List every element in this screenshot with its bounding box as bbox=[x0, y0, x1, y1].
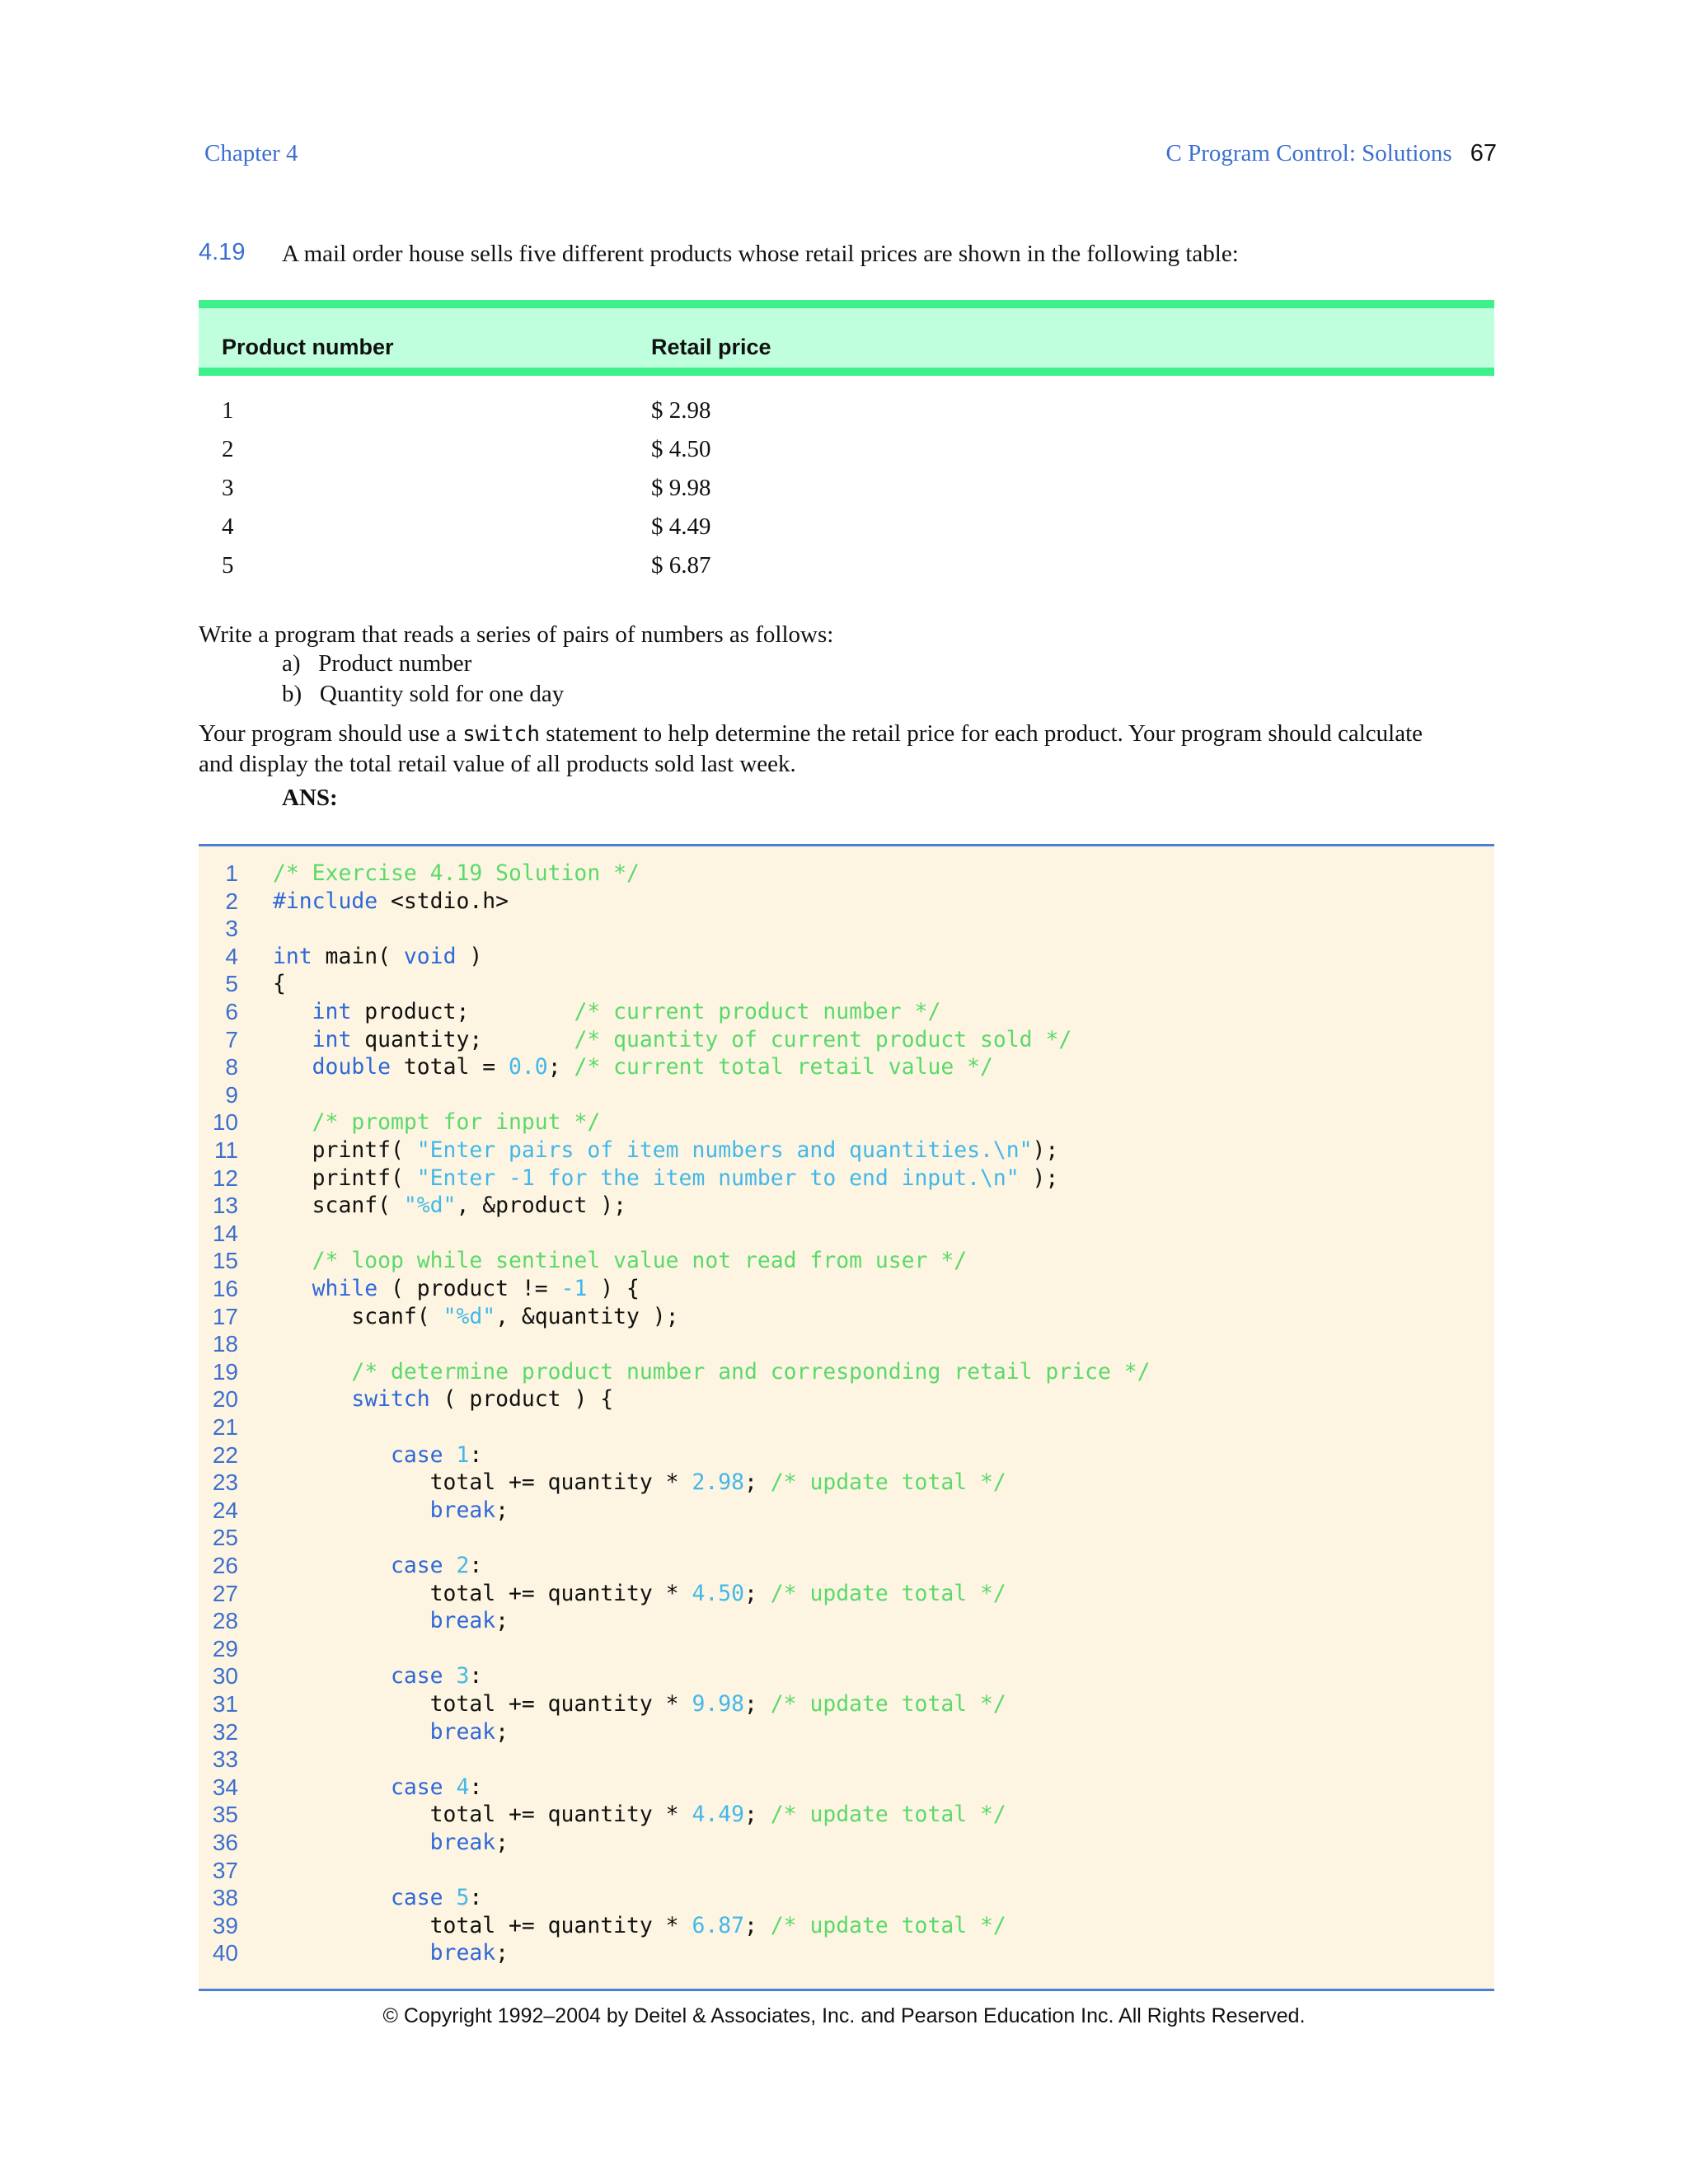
code-token bbox=[273, 1719, 430, 1745]
code-token: 4.49 bbox=[692, 1802, 744, 1828]
code-line bbox=[199, 1441, 1494, 1469]
code-token: while bbox=[312, 1276, 378, 1301]
code-line bbox=[199, 1884, 1494, 1912]
code-line bbox=[199, 1939, 1494, 1967]
code-line bbox=[199, 1829, 1494, 1857]
code-line bbox=[199, 1137, 1494, 1165]
code-token: /* quantity of current product sold */ bbox=[574, 1026, 1072, 1052]
code-token: 3 bbox=[456, 1663, 470, 1690]
code-token: printf( bbox=[273, 1165, 417, 1191]
code-text bbox=[273, 860, 640, 888]
code-line bbox=[199, 915, 1494, 943]
code-token bbox=[273, 1442, 391, 1468]
code-text bbox=[273, 1358, 1151, 1386]
code-text bbox=[273, 1165, 1058, 1193]
code-text bbox=[273, 1718, 509, 1746]
code-token bbox=[273, 1774, 391, 1800]
exercise-number: 4.19 bbox=[199, 239, 246, 265]
table-row bbox=[199, 436, 1494, 475]
page-number: 67 bbox=[1470, 140, 1497, 166]
cell-product: 1 bbox=[222, 397, 234, 424]
code-token bbox=[443, 1442, 457, 1468]
code-line bbox=[199, 1912, 1494, 1940]
code-token: /* prompt for input */ bbox=[312, 1109, 601, 1136]
code-token: ; bbox=[744, 1912, 771, 1938]
code-line bbox=[199, 1081, 1494, 1109]
code-token: int bbox=[312, 999, 352, 1024]
line-number: 8 bbox=[225, 1054, 238, 1080]
code-text bbox=[273, 1192, 626, 1220]
code-token: ; bbox=[744, 1802, 771, 1828]
code-token: scanf( bbox=[273, 1303, 443, 1329]
code-token bbox=[273, 1885, 391, 1910]
line-number: 35 bbox=[212, 1802, 238, 1828]
code-token: "%d" bbox=[403, 1193, 457, 1219]
code-token: /* loop while sentinel value not read from user */ bbox=[312, 1248, 968, 1274]
line-number: 10 bbox=[212, 1109, 238, 1136]
line-number: 20 bbox=[212, 1386, 238, 1413]
code-token: -1 bbox=[560, 1276, 588, 1301]
line-number: 38 bbox=[212, 1885, 238, 1911]
code-line bbox=[199, 1026, 1494, 1054]
code-token: 2 bbox=[456, 1553, 470, 1578]
code-line bbox=[199, 1801, 1494, 1829]
cell-product: 2 bbox=[222, 436, 234, 462]
code-token bbox=[273, 1386, 351, 1412]
line-number: 15 bbox=[212, 1248, 238, 1274]
code-token: : bbox=[469, 1553, 483, 1578]
line-number: 30 bbox=[212, 1663, 238, 1690]
chapter-label: Chapter 4 bbox=[204, 140, 298, 166]
line-number: 14 bbox=[212, 1220, 238, 1246]
code-text bbox=[273, 1607, 509, 1635]
code-token: 0.0 bbox=[509, 1054, 548, 1080]
code-token: /* update total */ bbox=[770, 1802, 1006, 1828]
code-line bbox=[199, 1413, 1494, 1441]
code-text bbox=[273, 1690, 1006, 1718]
header-product-number: Product number bbox=[222, 335, 394, 359]
code-token: ; bbox=[495, 1608, 509, 1634]
code-token: /* current product number */ bbox=[574, 999, 941, 1024]
code-token bbox=[443, 1885, 457, 1910]
cell-product: 4 bbox=[222, 513, 234, 540]
code-token: break bbox=[429, 1830, 496, 1855]
line-number: 26 bbox=[212, 1553, 238, 1578]
line-number: 19 bbox=[212, 1358, 238, 1385]
code-line bbox=[199, 1108, 1494, 1137]
code-token: total += quantity * bbox=[273, 1580, 692, 1606]
code-token: /* Exercise 4.19 Solution */ bbox=[273, 860, 640, 886]
code-token: : bbox=[469, 1663, 483, 1690]
code-token bbox=[273, 1248, 312, 1273]
code-token bbox=[273, 1608, 430, 1633]
code-text bbox=[273, 970, 286, 998]
list-item-a: a) Product number bbox=[282, 650, 472, 677]
code-token: /* determine product number and corresponding retail price */ bbox=[351, 1358, 1151, 1385]
code-token: break bbox=[429, 1497, 496, 1523]
ans-label: ANS: bbox=[282, 785, 338, 811]
code-line bbox=[199, 943, 1494, 971]
code-line bbox=[199, 1192, 1494, 1220]
code-line bbox=[199, 1303, 1494, 1331]
code-token: ( product != bbox=[377, 1276, 561, 1301]
price-table bbox=[199, 300, 1494, 591]
line-number: 21 bbox=[212, 1414, 238, 1440]
code-token: , &product ); bbox=[456, 1193, 627, 1219]
code-token bbox=[273, 1359, 351, 1385]
code-token bbox=[273, 999, 312, 1024]
table-row bbox=[199, 513, 1494, 552]
code-line bbox=[199, 1580, 1494, 1608]
line-number: 40 bbox=[212, 1940, 238, 1966]
line-number: 3 bbox=[225, 916, 238, 942]
line-number: 9 bbox=[225, 1081, 238, 1108]
code-line bbox=[199, 1165, 1494, 1193]
code-token: 9.98 bbox=[692, 1691, 744, 1717]
code-line bbox=[199, 1524, 1494, 1552]
table-row bbox=[199, 475, 1494, 513]
code-token: ); bbox=[1019, 1165, 1059, 1191]
code-token: int bbox=[312, 1026, 352, 1052]
cell-product: 5 bbox=[222, 552, 234, 579]
code-line bbox=[199, 1690, 1494, 1718]
code-text bbox=[273, 998, 940, 1026]
code-token: total += quantity * bbox=[273, 1802, 692, 1828]
code-token bbox=[273, 1497, 430, 1523]
code-token bbox=[273, 1054, 312, 1080]
line-number: 17 bbox=[212, 1303, 238, 1329]
line-number: 34 bbox=[212, 1774, 238, 1800]
code-token bbox=[443, 1553, 457, 1578]
code-token: total += quantity * bbox=[273, 1469, 692, 1496]
code-token bbox=[273, 1276, 312, 1301]
code-line bbox=[199, 1857, 1494, 1885]
code-token: void bbox=[403, 943, 457, 969]
code-text bbox=[273, 1385, 613, 1413]
code-text bbox=[273, 1801, 1006, 1829]
code-token: 5 bbox=[456, 1885, 470, 1911]
code-line bbox=[199, 1385, 1494, 1413]
code-token: break bbox=[429, 1718, 496, 1745]
code-text bbox=[273, 1053, 993, 1081]
code-token: scanf( bbox=[273, 1193, 404, 1219]
code-text bbox=[273, 1303, 679, 1331]
code-token: 2.98 bbox=[692, 1469, 744, 1496]
line-number: 7 bbox=[225, 1026, 238, 1052]
cell-price: $ 6.87 bbox=[651, 552, 711, 579]
code-line bbox=[199, 1607, 1494, 1635]
code-token bbox=[273, 1027, 312, 1052]
code-token: : bbox=[469, 1774, 483, 1800]
code-token: ; bbox=[495, 1830, 509, 1855]
code-text bbox=[273, 888, 509, 916]
code-token: 6.87 bbox=[692, 1912, 744, 1938]
line-number: 1 bbox=[225, 860, 238, 886]
code-text bbox=[273, 1662, 482, 1690]
code-token: #include bbox=[273, 888, 378, 914]
code-token: : bbox=[469, 1441, 483, 1468]
line-number: 2 bbox=[225, 888, 238, 914]
switch-keyword: switch bbox=[462, 722, 540, 747]
code-line bbox=[199, 1718, 1494, 1746]
code-line bbox=[199, 1635, 1494, 1663]
code-token: main( bbox=[312, 943, 404, 969]
code-text bbox=[273, 1497, 509, 1525]
code-line bbox=[199, 1469, 1494, 1497]
code-line bbox=[199, 888, 1494, 916]
cell-price: $ 9.98 bbox=[651, 475, 711, 501]
line-number: 28 bbox=[212, 1608, 238, 1634]
instructions-text-2: statement to help determine the retail price for each product. Your program should calculate bbox=[546, 720, 1423, 747]
code-token: ); bbox=[1032, 1137, 1059, 1163]
code-token: double bbox=[312, 1054, 392, 1080]
code-listing bbox=[199, 844, 1494, 1991]
code-token: total = bbox=[391, 1054, 509, 1080]
code-token bbox=[273, 1109, 312, 1135]
code-token bbox=[273, 1940, 430, 1966]
pairs-intro: Write a program that reads a series of pairs of numbers as follows: bbox=[199, 621, 834, 648]
code-token: total += quantity * bbox=[273, 1691, 692, 1717]
code-text bbox=[273, 1884, 482, 1912]
code-token: total += quantity * bbox=[273, 1912, 692, 1938]
code-text bbox=[273, 943, 482, 971]
line-number: 33 bbox=[212, 1746, 238, 1773]
code-token: , &quantity ); bbox=[495, 1303, 679, 1329]
code-token: break bbox=[429, 1940, 496, 1966]
code-text bbox=[273, 1939, 509, 1967]
cell-price: $ 4.50 bbox=[651, 436, 711, 462]
cell-price: $ 2.98 bbox=[651, 397, 711, 424]
line-number: 16 bbox=[212, 1276, 238, 1301]
code-text bbox=[273, 1275, 640, 1303]
code-text bbox=[273, 1552, 482, 1580]
instructions-text-1: Your program should use a bbox=[199, 720, 457, 747]
code-line bbox=[199, 970, 1494, 998]
code-token: 4.50 bbox=[692, 1580, 744, 1606]
code-token: ; bbox=[744, 1580, 771, 1606]
code-token: "Enter pairs of item numbers and quantities.\n" bbox=[416, 1137, 1033, 1163]
line-number: 12 bbox=[212, 1165, 238, 1191]
code-line bbox=[199, 1662, 1494, 1690]
table-header-rule bbox=[199, 368, 1494, 376]
code-token: ) bbox=[456, 943, 483, 969]
instructions-line-2: and display the total retail value of all products sold last week. bbox=[199, 751, 796, 777]
line-number: 36 bbox=[212, 1830, 238, 1855]
code-token: /* current total retail value */ bbox=[574, 1054, 993, 1080]
code-line bbox=[199, 1220, 1494, 1248]
code-text bbox=[273, 1137, 1058, 1165]
exercise-intro: A mail order house sells five different products whose retail prices are shown in the following table: bbox=[282, 241, 1239, 267]
code-token: /* update total */ bbox=[770, 1691, 1006, 1717]
code-token bbox=[273, 1553, 391, 1578]
code-token: ; bbox=[495, 1940, 509, 1966]
code-text bbox=[273, 1247, 967, 1275]
copyright-footer: © Copyright 1992–2004 by Deitel & Associates, Inc. and Pearson Education Inc. All Rights Reserved. bbox=[382, 2004, 1306, 2027]
line-number: 18 bbox=[212, 1331, 238, 1357]
code-token: /* update total */ bbox=[770, 1469, 1006, 1496]
header-retail-price: Retail price bbox=[651, 335, 771, 359]
cell-price: $ 4.49 bbox=[651, 513, 711, 540]
code-token: "Enter -1 for the item number to end input.\n" bbox=[416, 1165, 1020, 1191]
code-token: case bbox=[391, 1441, 443, 1468]
code-line bbox=[199, 1275, 1494, 1303]
code-token: ; bbox=[547, 1054, 574, 1080]
code-token: product; bbox=[351, 999, 574, 1024]
code-line bbox=[199, 1358, 1494, 1386]
line-number: 39 bbox=[212, 1912, 238, 1938]
code-text bbox=[273, 1912, 1006, 1940]
code-text bbox=[273, 1580, 1006, 1608]
code-text bbox=[273, 1469, 1006, 1497]
code-token: quantity; bbox=[351, 1026, 574, 1052]
code-token bbox=[273, 1830, 430, 1855]
code-token: ; bbox=[744, 1691, 771, 1717]
code-token: : bbox=[469, 1885, 483, 1911]
code-token bbox=[273, 1663, 391, 1689]
line-number: 4 bbox=[225, 943, 238, 969]
line-number: 24 bbox=[212, 1497, 238, 1523]
line-number: 6 bbox=[225, 999, 238, 1024]
code-token: 4 bbox=[456, 1774, 470, 1800]
code-line bbox=[199, 1497, 1494, 1525]
code-token: <stdio.h> bbox=[377, 888, 509, 914]
list-item-b: b) Quantity sold for one day bbox=[282, 681, 565, 707]
code-line bbox=[199, 1746, 1494, 1774]
code-text bbox=[273, 1774, 482, 1802]
code-token: ( product ) { bbox=[429, 1386, 614, 1413]
code-line bbox=[199, 1774, 1494, 1802]
code-text bbox=[273, 1108, 600, 1137]
line-number: 13 bbox=[212, 1193, 238, 1219]
line-number: 37 bbox=[212, 1857, 238, 1883]
code-token: { bbox=[273, 971, 286, 997]
code-token: ; bbox=[495, 1497, 509, 1523]
line-number: 25 bbox=[212, 1525, 238, 1551]
table-header bbox=[199, 308, 1494, 368]
code-token: ; bbox=[495, 1718, 509, 1745]
code-token: case bbox=[391, 1553, 443, 1578]
code-token: 1 bbox=[456, 1441, 470, 1468]
code-line bbox=[199, 860, 1494, 888]
code-token: printf( bbox=[273, 1137, 417, 1163]
code-token: case bbox=[391, 1885, 443, 1911]
code-text bbox=[273, 1829, 509, 1857]
code-token: case bbox=[391, 1774, 443, 1800]
code-token: switch bbox=[351, 1386, 430, 1413]
code-token: break bbox=[429, 1608, 496, 1634]
line-number: 23 bbox=[212, 1469, 238, 1496]
line-number: 5 bbox=[225, 971, 238, 997]
section-title: C Program Control: Solutions bbox=[1165, 140, 1452, 166]
code-line bbox=[199, 1552, 1494, 1580]
running-header bbox=[1166, 140, 1498, 167]
code-text bbox=[273, 1441, 482, 1469]
code-line bbox=[199, 1330, 1494, 1358]
code-line bbox=[199, 1247, 1494, 1275]
code-token: ; bbox=[744, 1469, 771, 1496]
line-number: 27 bbox=[212, 1580, 238, 1606]
code-token: ) { bbox=[587, 1276, 640, 1301]
code-line bbox=[199, 998, 1494, 1026]
cell-product: 3 bbox=[222, 475, 234, 501]
code-token: /* update total */ bbox=[770, 1912, 1006, 1938]
code-token bbox=[443, 1774, 457, 1800]
table-row bbox=[199, 397, 1494, 436]
line-number: 22 bbox=[212, 1441, 238, 1468]
line-number: 32 bbox=[212, 1718, 238, 1745]
code-token: "%d" bbox=[443, 1303, 496, 1329]
code-line bbox=[199, 1053, 1494, 1081]
code-token: /* update total */ bbox=[770, 1580, 1006, 1606]
line-number: 29 bbox=[212, 1635, 238, 1661]
instructions-paragraph bbox=[199, 719, 1494, 750]
code-token: case bbox=[391, 1663, 443, 1690]
code-token: int bbox=[273, 943, 312, 969]
code-token bbox=[443, 1663, 457, 1689]
code-text bbox=[273, 1026, 1071, 1054]
line-number: 11 bbox=[213, 1137, 238, 1163]
table-top-rule bbox=[199, 300, 1494, 308]
line-number: 31 bbox=[212, 1691, 238, 1717]
table-row bbox=[199, 552, 1494, 591]
